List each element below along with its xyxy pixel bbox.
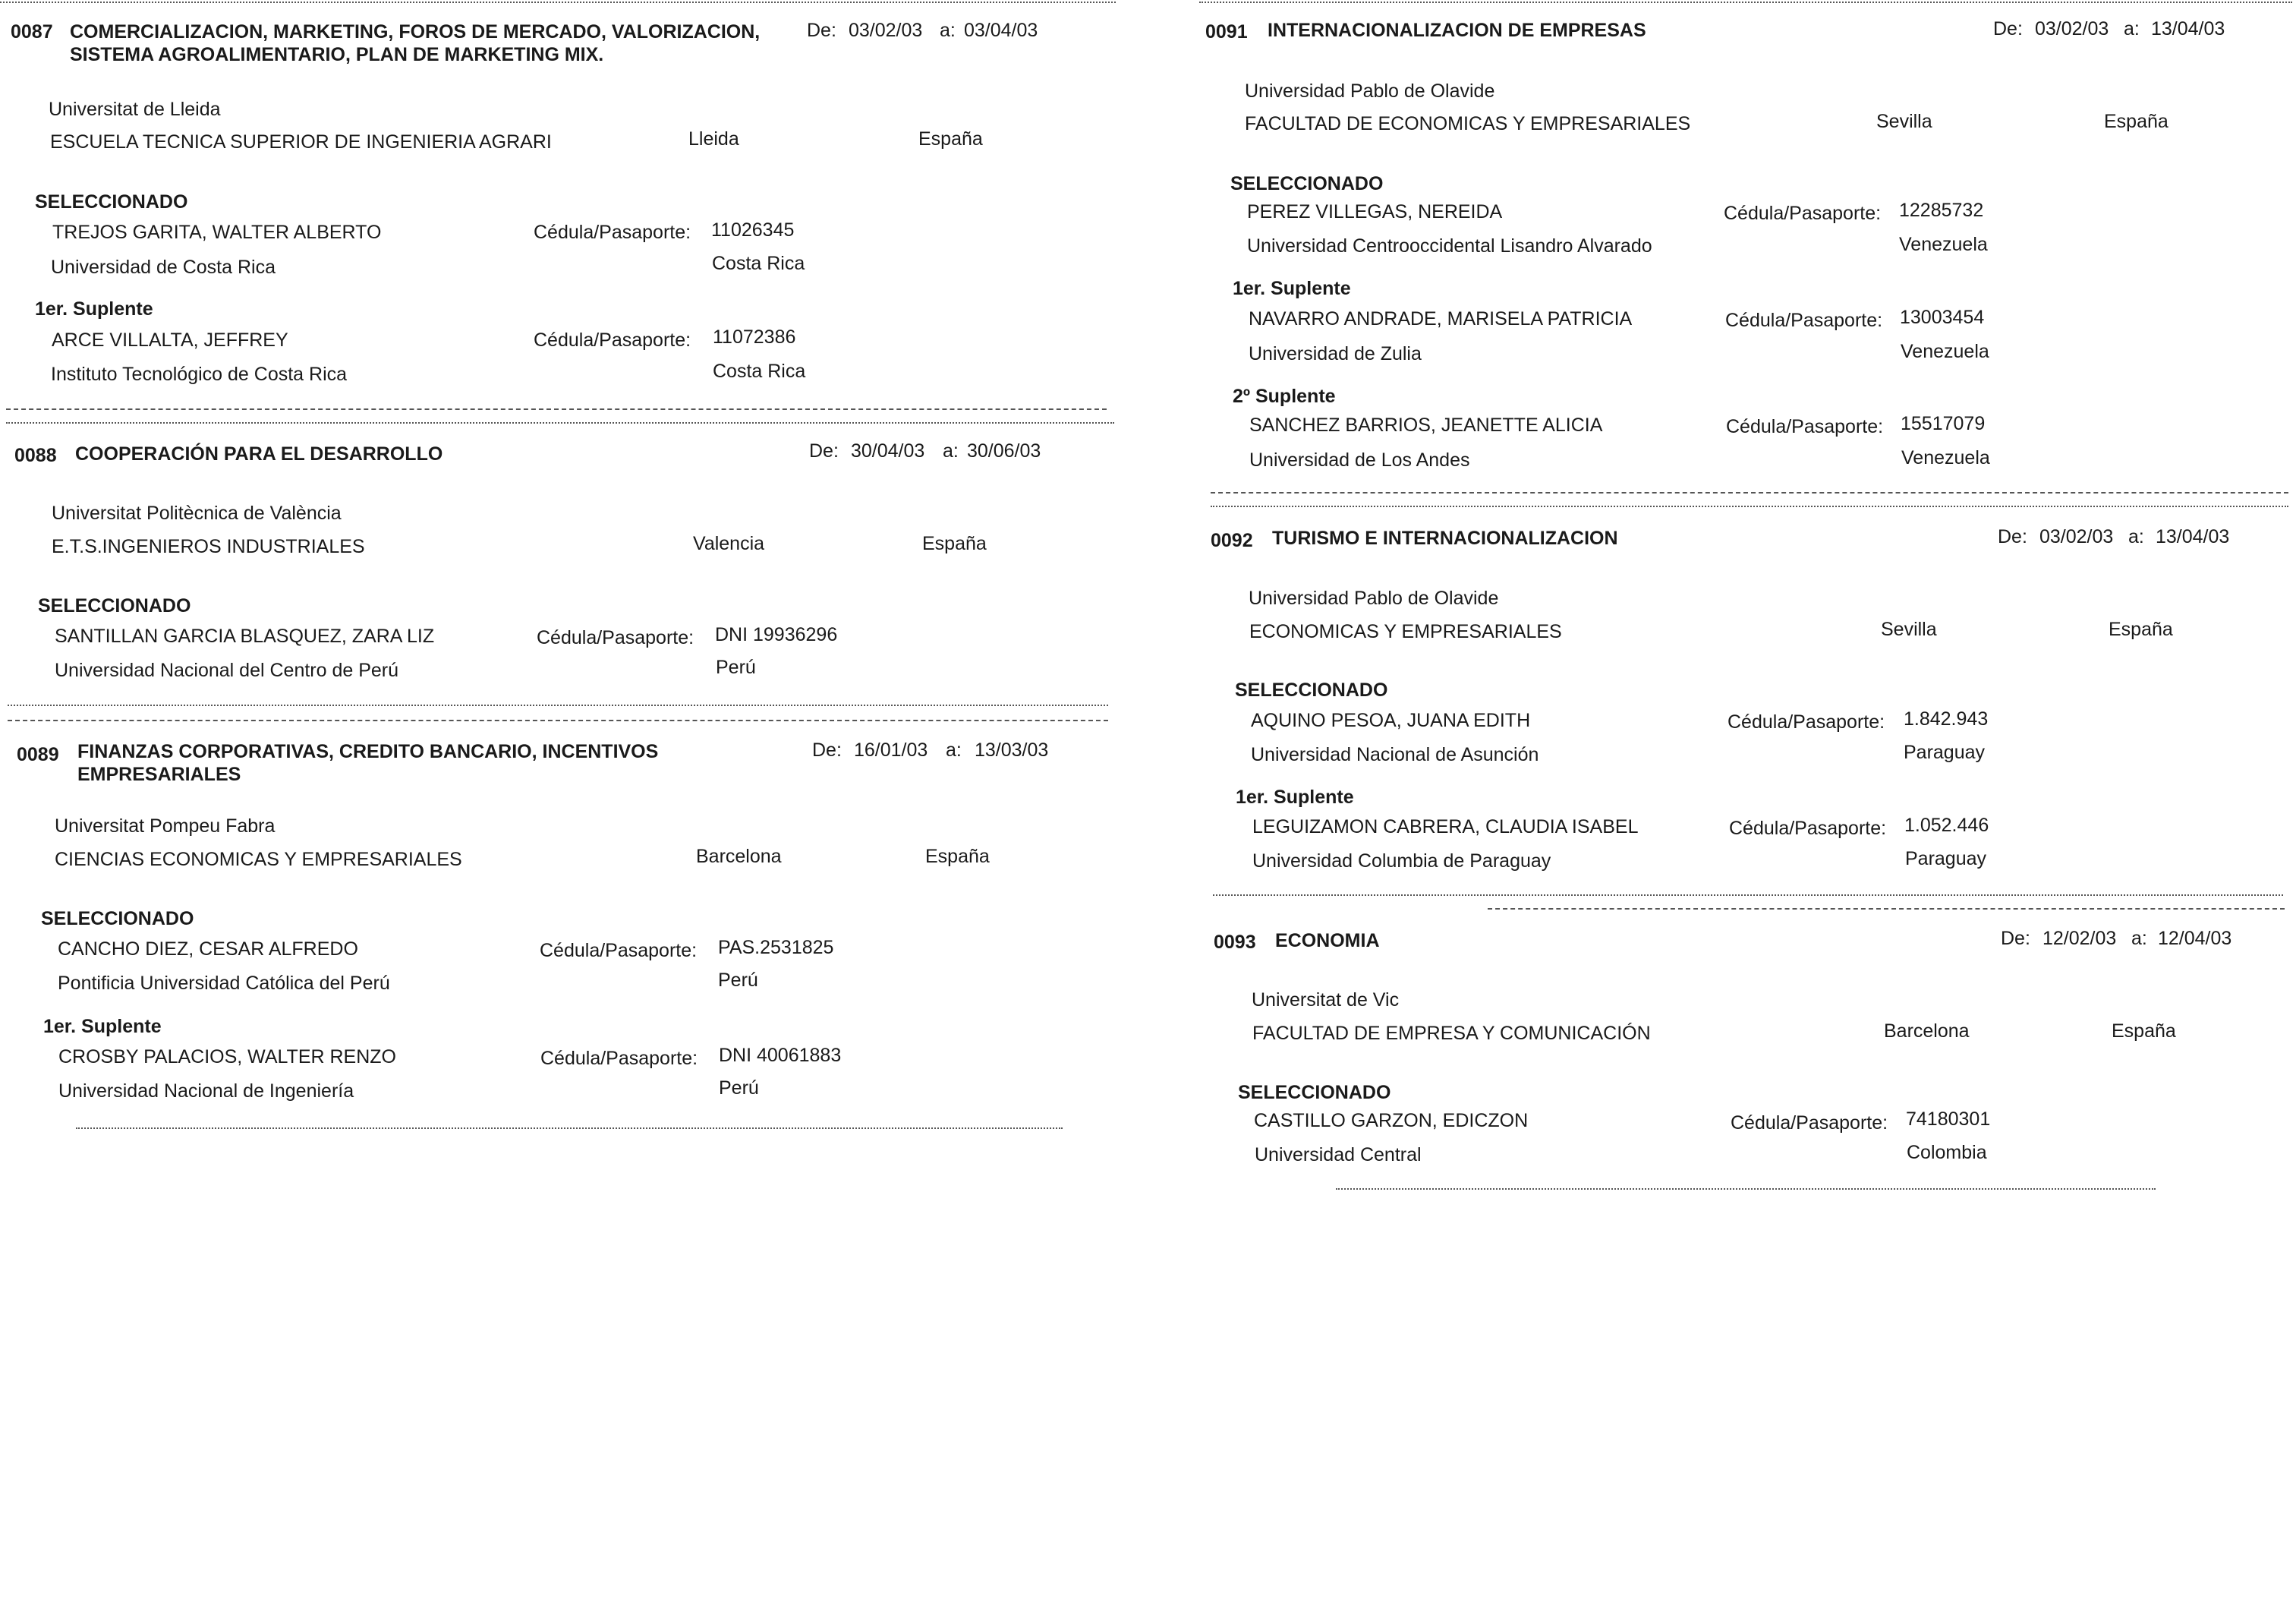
- date-from: 12/02/03: [2042, 928, 2117, 949]
- person-id: 15517079: [1901, 413, 1986, 434]
- entry-separator: [1488, 908, 2285, 910]
- person-name: NAVARRO ANDRADE, MARISELA PATRICIA: [1249, 308, 1633, 330]
- selected-heading: SELECCIONADO: [38, 595, 191, 616]
- person-name: PEREZ VILLEGAS, NEREIDA: [1247, 201, 1503, 222]
- date-to-label: a:: [940, 20, 956, 41]
- origin-country: Paraguay: [1905, 848, 1987, 869]
- entry-code: 0088: [14, 445, 57, 466]
- person-id: 1.842.943: [1904, 708, 1989, 730]
- selected-heading: SELECCIONADO: [35, 191, 188, 213]
- origin-country: Perú: [718, 970, 758, 991]
- origin-university: Universidad de Zulia: [1249, 343, 1422, 364]
- id-label: Cédula/Pasaporte:: [1728, 711, 1885, 733]
- entry-title-line1: COOPERACIÓN PARA EL DESARROLLO: [75, 443, 443, 465]
- host-city: Lleida: [688, 128, 739, 150]
- host-university: Universitat de Vic: [1252, 989, 1400, 1011]
- id-label: Cédula/Pasaporte:: [534, 222, 691, 243]
- entry-separator: [8, 705, 1108, 706]
- entry-separator: [6, 422, 1114, 424]
- origin-university: Universidad Columbia de Paraguay: [1252, 850, 1551, 872]
- id-label: Cédula/Pasaporte:: [1731, 1112, 1888, 1134]
- host-faculty: CIENCIAS ECONOMICAS Y EMPRESARIALES: [55, 849, 462, 870]
- entry-title-line1: COMERCIALIZACION, MARKETING, FOROS DE MERCADO, VALORIZACION,: [70, 21, 761, 43]
- entry-separator: [76, 1127, 1063, 1129]
- id-label: Cédula/Pasaporte:: [540, 1048, 698, 1069]
- person-id: 11026345: [711, 219, 795, 241]
- entry-separator: [6, 408, 1107, 410]
- person-id: 1.052.446: [1904, 815, 1989, 836]
- date-to: 13/03/03: [975, 739, 1049, 761]
- date-from-label: De:: [812, 739, 842, 761]
- host-country: España: [2109, 619, 2173, 640]
- entry-code: 0091: [1205, 21, 1248, 43]
- entry-separator: [1213, 894, 2283, 896]
- date-from: 03/02/03: [2035, 18, 2109, 39]
- host-country: España: [2104, 111, 2168, 132]
- person-id: PAS.2531825: [718, 937, 834, 958]
- origin-country: Paraguay: [1904, 742, 1986, 763]
- origin-university: Universidad de Costa Rica: [51, 257, 276, 278]
- host-university: Universitat Pompeu Fabra: [55, 815, 276, 837]
- person-id: 12285732: [1899, 200, 1984, 221]
- date-to-label: a:: [2128, 526, 2144, 547]
- origin-university: Universidad Nacional de Ingeniería: [58, 1080, 354, 1102]
- substitute-heading: 1er. Suplente: [1236, 787, 1354, 808]
- date-from: 03/02/03: [849, 20, 923, 41]
- origin-country: Costa Rica: [713, 361, 806, 382]
- host-university: Universidad Pablo de Olavide: [1245, 80, 1495, 102]
- entry-code: 0087: [11, 21, 53, 43]
- entry-code: 0089: [17, 744, 59, 765]
- entry-title-line1: ECONOMIA: [1275, 930, 1380, 951]
- id-label: Cédula/Pasaporte:: [534, 330, 691, 351]
- person-name: AQUINO PESOA, JUANA EDITH: [1251, 710, 1531, 731]
- date-from: 30/04/03: [851, 440, 925, 462]
- date-to-label: a:: [2124, 18, 2140, 39]
- date-from: 16/01/03: [854, 739, 928, 761]
- selected-heading: SELECCIONADO: [41, 908, 194, 929]
- origin-country: Perú: [716, 657, 756, 678]
- entry-separator: [8, 720, 1108, 721]
- selected-heading: SELECCIONADO: [1238, 1082, 1391, 1103]
- date-to: 13/04/03: [2156, 526, 2230, 547]
- entry-title-line2: EMPRESARIALES: [77, 764, 241, 785]
- substitute-heading: 1er. Suplente: [43, 1016, 162, 1037]
- origin-university: Universidad Centrooccidental Lisandro Alvarado: [1247, 235, 1652, 257]
- host-city: Barcelona: [696, 846, 782, 867]
- person-id: 74180301: [1906, 1108, 1991, 1130]
- entry-separator: [1336, 1188, 2156, 1190]
- person-name: CROSBY PALACIOS, WALTER RENZO: [58, 1046, 396, 1067]
- date-to: 12/04/03: [2158, 928, 2232, 949]
- selected-heading: SELECCIONADO: [1235, 680, 1388, 701]
- person-id: DNI 40061883: [719, 1045, 842, 1066]
- host-city: Sevilla: [1881, 619, 1937, 640]
- substitute-heading: 1er. Suplente: [35, 298, 153, 320]
- id-label: Cédula/Pasaporte:: [1726, 416, 1884, 437]
- date-to-label: a:: [946, 739, 962, 761]
- person-name: LEGUIZAMON CABRERA, CLAUDIA ISABEL: [1252, 816, 1639, 837]
- host-university: Universitat de Lleida: [49, 99, 221, 120]
- host-country: España: [918, 128, 983, 150]
- selected-heading: SELECCIONADO: [1230, 173, 1384, 194]
- top-rule-right: [1199, 2, 2292, 3]
- host-faculty: E.T.S.INGENIEROS INDUSTRIALES: [52, 536, 365, 557]
- person-name: CANCHO DIEZ, CESAR ALFREDO: [58, 938, 358, 960]
- entry-title-line2: SISTEMA AGROALIMENTARIO, PLAN DE MARKETING MIX.: [70, 44, 604, 65]
- date-to: 30/06/03: [967, 440, 1041, 462]
- id-label: Cédula/Pasaporte:: [1729, 818, 1887, 839]
- origin-country: Venezuela: [1901, 447, 1990, 468]
- entry-title-line1: TURISMO E INTERNACIONALIZACION: [1272, 528, 1618, 549]
- date-to: 03/04/03: [964, 20, 1038, 41]
- entry-separator: [1211, 506, 2288, 507]
- entry-separator: [1211, 492, 2288, 494]
- origin-university: Universidad Central: [1255, 1144, 1422, 1165]
- date-to-label: a:: [943, 440, 959, 462]
- host-faculty: FACULTAD DE EMPRESA Y COMUNICACIÓN: [1252, 1023, 1651, 1044]
- host-faculty: FACULTAD DE ECONOMICAS Y EMPRESARIALES: [1245, 113, 1691, 134]
- date-from-label: De:: [809, 440, 839, 462]
- host-faculty: ECONOMICAS Y EMPRESARIALES: [1249, 621, 1562, 642]
- origin-country: Costa Rica: [712, 253, 805, 274]
- person-id: 13003454: [1900, 307, 1985, 328]
- entry-title-line1: INTERNACIONALIZACION DE EMPRESAS: [1268, 20, 1646, 41]
- id-label: Cédula/Pasaporte:: [537, 627, 694, 648]
- host-city: Barcelona: [1884, 1020, 1970, 1042]
- person-id: DNI 19936296: [715, 624, 838, 645]
- top-rule-left: [0, 2, 1116, 3]
- host-city: Sevilla: [1876, 111, 1932, 132]
- host-faculty: ESCUELA TECNICA SUPERIOR DE INGENIERIA AGRARI: [50, 131, 552, 153]
- origin-university: Universidad Nacional de Asunción: [1251, 744, 1539, 765]
- origin-country: Colombia: [1907, 1142, 1987, 1163]
- host-country: España: [2112, 1020, 2176, 1042]
- id-label: Cédula/Pasaporte:: [1725, 310, 1883, 331]
- id-label: Cédula/Pasaporte:: [1724, 203, 1882, 224]
- host-university: Universitat Politècnica de València: [52, 503, 342, 524]
- origin-country: Perú: [719, 1077, 759, 1099]
- entry-code: 0092: [1211, 530, 1253, 551]
- origin-university: Instituto Tecnológico de Costa Rica: [51, 364, 348, 385]
- host-university: Universidad Pablo de Olavide: [1249, 588, 1499, 609]
- origin-country: Venezuela: [1901, 341, 1989, 362]
- person-name: TREJOS GARITA, WALTER ALBERTO: [52, 222, 382, 243]
- person-id: 11072386: [713, 326, 796, 348]
- host-country: España: [922, 533, 987, 554]
- date-to: 13/04/03: [2151, 18, 2225, 39]
- origin-university: Universidad Nacional del Centro de Perú: [55, 660, 399, 681]
- entry-code: 0093: [1214, 932, 1256, 953]
- date-to-label: a:: [2131, 928, 2147, 949]
- id-label: Cédula/Pasaporte:: [540, 940, 698, 961]
- date-from: 03/02/03: [2039, 526, 2114, 547]
- date-from-label: De:: [1993, 18, 2023, 39]
- date-from-label: De:: [807, 20, 836, 41]
- person-name: SANTILLAN GARCIA BLASQUEZ, ZARA LIZ: [55, 626, 435, 647]
- person-name: CASTILLO GARZON, EDICZON: [1254, 1110, 1529, 1131]
- origin-university: Universidad de Los Andes: [1249, 449, 1470, 471]
- date-from-label: De:: [1998, 526, 2027, 547]
- substitute-heading: 1er. Suplente: [1233, 278, 1351, 299]
- origin-university: Pontificia Universidad Católica del Perú: [58, 973, 390, 994]
- host-country: España: [925, 846, 990, 867]
- entry-title-line1: FINANZAS CORPORATIVAS, CREDITO BANCARIO, INCENTIVOS: [77, 741, 659, 762]
- origin-country: Venezuela: [1899, 234, 1988, 255]
- date-from-label: De:: [2001, 928, 2030, 949]
- person-name: SANCHEZ BARRIOS, JEANETTE ALICIA: [1249, 415, 1603, 436]
- second-substitute-heading: 2º Suplente: [1233, 386, 1336, 407]
- person-name: ARCE VILLALTA, JEFFREY: [52, 330, 288, 351]
- host-city: Valencia: [693, 533, 765, 554]
